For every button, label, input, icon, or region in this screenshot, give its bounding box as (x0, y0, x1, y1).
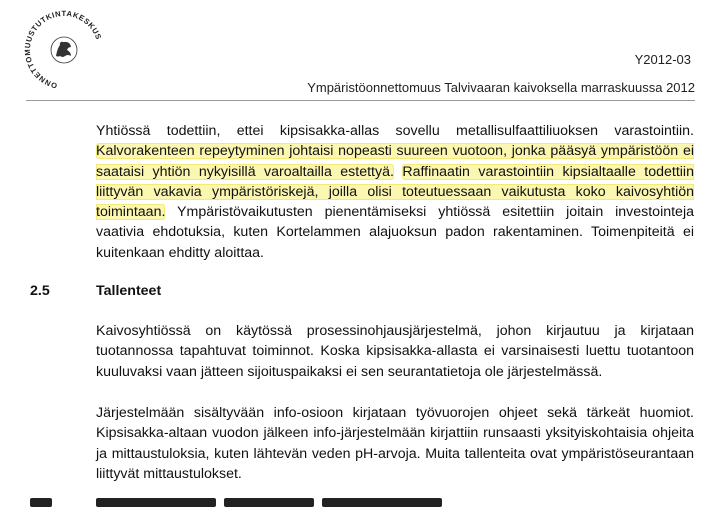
section-title: Tallenteet (96, 283, 162, 299)
highlight-membrane-rupture: Kalvorakenteen repeytyminen johtaisi nopeasti suureen vuotoon, jonka pääsyä ympäristöön ei saataisi yhtiön nykyisillä varoaltailla estettyä. (96, 143, 694, 180)
paragraph-risks-text-2: Ympäristövaikutusten pienentämiseksi yhtiössä esitettiin joitain investointeja vaativia ehdotuksia, kuten Kortelammen alajuoksun padon rakentaminen. Toimenpiteitä ei kuitenkaan ehditty aloittaa. (96, 204, 694, 261)
highlight-raffinate-risk: Raffinaatin varastointiin kipsialtaalle todettiin liittyvän vakavia ympäristöriskejä, joilla olisi toteutuessaan vaikutusta koko kaivosyhtiön toimintaan. (96, 163, 694, 221)
paragraph-risks-text-1: Yhtiössä todettiin, ettei kipsisakka-allas sovellu metallisulfaattiliuoksen varastointiin. (96, 123, 694, 139)
report-subtitle: Ympäristöonnettomuus Talvivaaran kaivoksella marraskuussa 2012 (307, 80, 695, 95)
document-id: Y2012-03 (634, 52, 691, 67)
paragraph-risks (96, 121, 694, 263)
paragraph-info-system: Järjestelmään sisältyvään info-osioon kirjataan työvuorojen ohjeet sekä tärkeät huomiot. Kipsisakka-altaan vuodon jälkeen info-järjestelmään kirjattiin runsaasti yksityiskohtaisia ohjeita ja mittaustuloksia, kuten lähtevän veden pH-arvoja. Muita tallenteita ovat ympäristöseurantaan liittyvät mittaustulokset. (96, 405, 694, 482)
paragraph-process-control: Kaivosyhtiössä on käytössä prosessinohjausjärjestelmä, johon kirjautuu ja kirjataan tuotannossa tapahtuvat toiminnot. Koska kipsisakka-allasta ei varsinaisesti luettu tuotantoon kuuluvaksi vaan jätteen sijoituspaikaksi ei sen seurantatietoja ole järjestelmässä. (96, 323, 694, 380)
header-divider (26, 100, 695, 101)
next-heading-cutoff (30, 495, 450, 509)
accident-investigation-seal (14, 4, 114, 94)
svg-text:ONNETTOMUUSTUTKINTAKESKUS: ONNETTOMUUSTUTKINTAKESKUS (22, 8, 104, 91)
section-number: 2.5 (30, 283, 50, 299)
